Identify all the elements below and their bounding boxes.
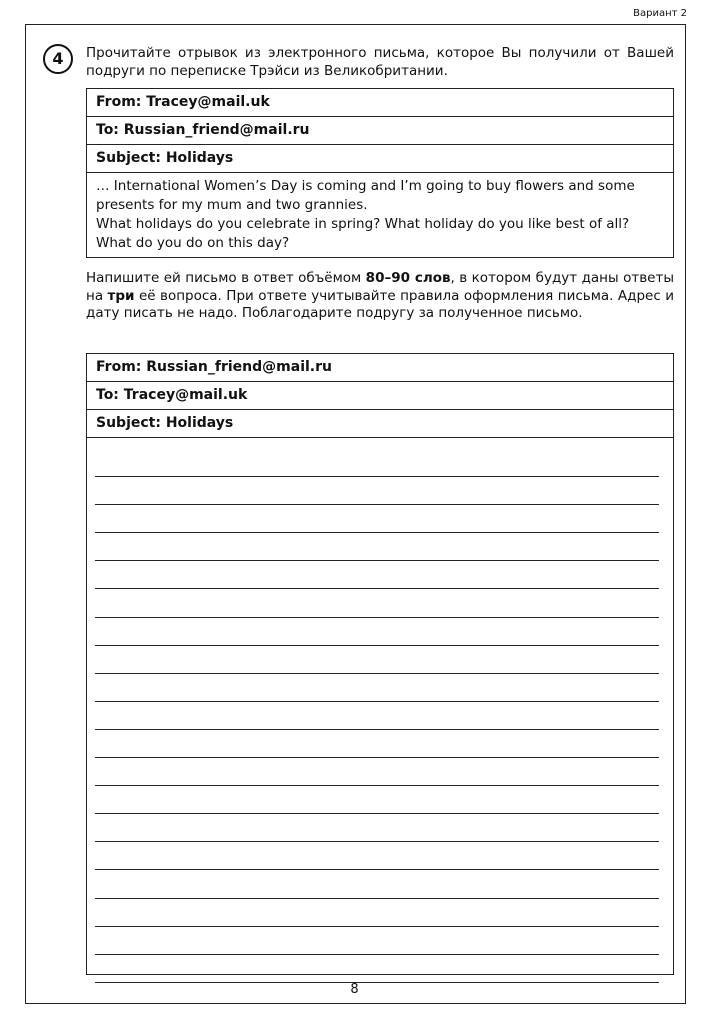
received-email-body-line: What do you do on this day? — [96, 235, 290, 251]
reply-email-box — [86, 353, 674, 975]
instructions-text: , в котором будут даны ответы на — [86, 270, 674, 304]
variant-label: Вариант 2 — [633, 8, 687, 19]
ruled-writing-line — [95, 617, 659, 618]
ruled-writing-line — [95, 926, 659, 927]
instructions-text: её вопроса. При ответе учитывайте правила оформления письма. Адрес и дату писать не надо. Поблагодарите подругу за полученное письмо. — [86, 287, 674, 321]
received-email-body-line: … International Women’s Day is coming and I’m going to buy flowers and some — [96, 178, 635, 194]
ruled-writing-line — [95, 898, 659, 899]
ruled-writing-line — [95, 673, 659, 674]
received-email-body-line: presents for my mum and two grannies. — [96, 197, 368, 213]
task-number-badge: 4 — [43, 44, 73, 74]
ruled-writing-line — [95, 476, 659, 477]
ruled-writing-line — [95, 729, 659, 730]
received-email-subject: Subject: Holidays — [87, 145, 673, 173]
ruled-writing-line — [95, 588, 659, 589]
task-instructions — [86, 270, 674, 323]
ruled-writing-line — [95, 645, 659, 646]
ruled-writing-line — [95, 701, 659, 702]
ruled-writing-line — [95, 785, 659, 786]
ruled-writing-line — [95, 841, 659, 842]
received-email-body-line: What holidays do you celebrate in spring? What holiday do you like best of all? — [96, 216, 630, 232]
reply-writing-area[interactable] — [87, 438, 673, 974]
ruled-writing-line — [95, 869, 659, 870]
received-email-box — [86, 88, 674, 258]
ruled-writing-line — [95, 532, 659, 533]
received-email-from: From: Tracey@mail.uk — [87, 89, 673, 117]
ruled-writing-line — [95, 504, 659, 505]
received-email-to: To: Russian_friend@mail.ru — [87, 117, 673, 145]
ruled-writing-line — [95, 757, 659, 758]
instructions-text: Напишите ей письмо в ответ объёмом — [86, 270, 366, 286]
ruled-writing-line — [95, 560, 659, 561]
ruled-writing-line — [95, 954, 659, 955]
question-count: три — [107, 287, 135, 304]
reply-email-to: To: Tracey@mail.uk — [87, 382, 673, 410]
reply-email-subject: Subject: Holidays — [87, 410, 673, 438]
task-prompt: Прочитайте отрывок из электронного письма, которое Вы получили от Вашей подруги по переписке Трэйси из Великобритании. — [86, 45, 674, 79]
ruled-writing-line — [95, 813, 659, 814]
word-count-requirement: 80–90 слов — [365, 270, 451, 286]
received-email-body — [87, 173, 673, 257]
page-number: 8 — [350, 982, 359, 997]
reply-email-from: From: Russian_friend@mail.ru — [87, 354, 673, 382]
